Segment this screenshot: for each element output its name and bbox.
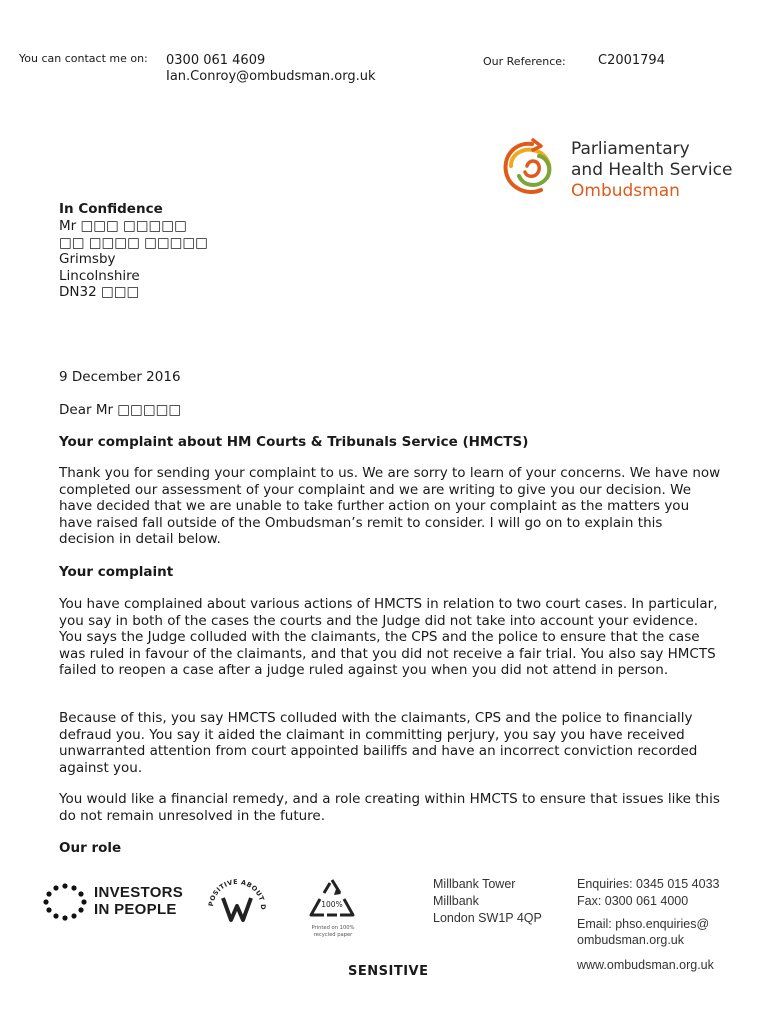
disability-symbol-icon (205, 876, 269, 936)
footer-website: www.ombudsman.org.uk (577, 958, 714, 972)
complaint-paragraph-3: You would like a financial remedy, and a role creating within HMCTS to ensure that issues like this do not remain unresolved in the future. (59, 791, 720, 824)
complaint-paragraph-1: You have complained about various actions of HMCTS in relation to two court cases. In particular, you say in both of the cases the courts and the Judge did not take into account your evidence. You says the Judge colluded with the claimants, the CPS and the police to ensure that the case was ruled in favour of the claimants, and that you did not receive a fair trial. You also say HMCTS failed to reopen a case after a judge ruled against you when you did not attend in person. (59, 596, 718, 678)
intro-paragraph: Thank you for sending your complaint to us. We are sorry to learn of your concerns. We have now completed our assessment of your complaint and we are writing to give you our decision. We have decided that we are unable to take further action on your complaint as the matters you have raised fall outside of the Ombudsman’s remit to consider. I will go on to explain this decision in detail below. (59, 465, 721, 547)
recipient-county: Lincolnshire (59, 268, 140, 284)
footer-enquiries: Enquiries: 0345 015 4033 (577, 877, 720, 891)
phso-logo-icon (497, 136, 567, 202)
letter-salutation: Dear Mr □□□□□ (59, 402, 182, 418)
disability-text: POSITIVE ABOUT D (206, 877, 268, 911)
recipient-street: □□ □□□□ □□□□□ (59, 235, 208, 251)
footer-email-1: Email: phso.enquiries@ (577, 917, 710, 931)
confidential-marking: In Confidence (59, 201, 163, 217)
recipient-town: Grimsby (59, 251, 116, 267)
footer-address-1: Millbank Tower (433, 877, 516, 891)
letter-subject: Your complaint about HM Courts & Tribunals Service (HMCTS) (59, 434, 529, 450)
complaint-paragraph-2: Because of this, you say HMCTS colluded with the claimants, CPS and the police to financially defraud you. You say it aided the claimant in committing perjury, you say you have received unwarranted attention from court appointed bailiffs and have an incorrect conviction recorded against you. (59, 710, 698, 776)
contact-label: You can contact me on: (19, 52, 148, 65)
footer-fax: Fax: 0300 061 4000 (577, 894, 689, 908)
recycle-icon (306, 877, 358, 923)
logo-line-2: and Health Service (571, 160, 733, 180)
logo-line-1: Parliamentary (571, 139, 690, 159)
footer-email-2: ombudsman.org.uk (577, 933, 685, 947)
investors-in-people-icon (41, 882, 89, 922)
heading-your-complaint: Your complaint (59, 564, 174, 580)
footer-address-3: London SW1P 4QP (433, 911, 542, 925)
recipient-postcode: DN32 □□□ (59, 284, 140, 300)
logo-line-3: Ombudsman (571, 181, 680, 201)
iip-line-2: IN PEOPLE (94, 901, 177, 918)
contact-phone: 0300 061 4609 (166, 53, 266, 68)
heading-our-role: Our role (59, 840, 122, 856)
recycle-percent: 100% (321, 900, 343, 909)
recycle-caption: Printed on 100% recycled paper (311, 925, 355, 938)
iip-line-1: INVESTORS (94, 884, 184, 901)
reference-number: C2001794 (598, 53, 665, 68)
contact-email: Ian.Conroy@ombudsman.org.uk (166, 69, 376, 84)
reference-label: Our Reference: (483, 55, 566, 68)
footer-address-2: Millbank (433, 894, 479, 908)
letter-date: 9 December 2016 (59, 369, 181, 385)
classification-marking: SENSITIVE (348, 964, 429, 979)
recipient-name: Mr □□□ □□□□□ (59, 218, 187, 234)
